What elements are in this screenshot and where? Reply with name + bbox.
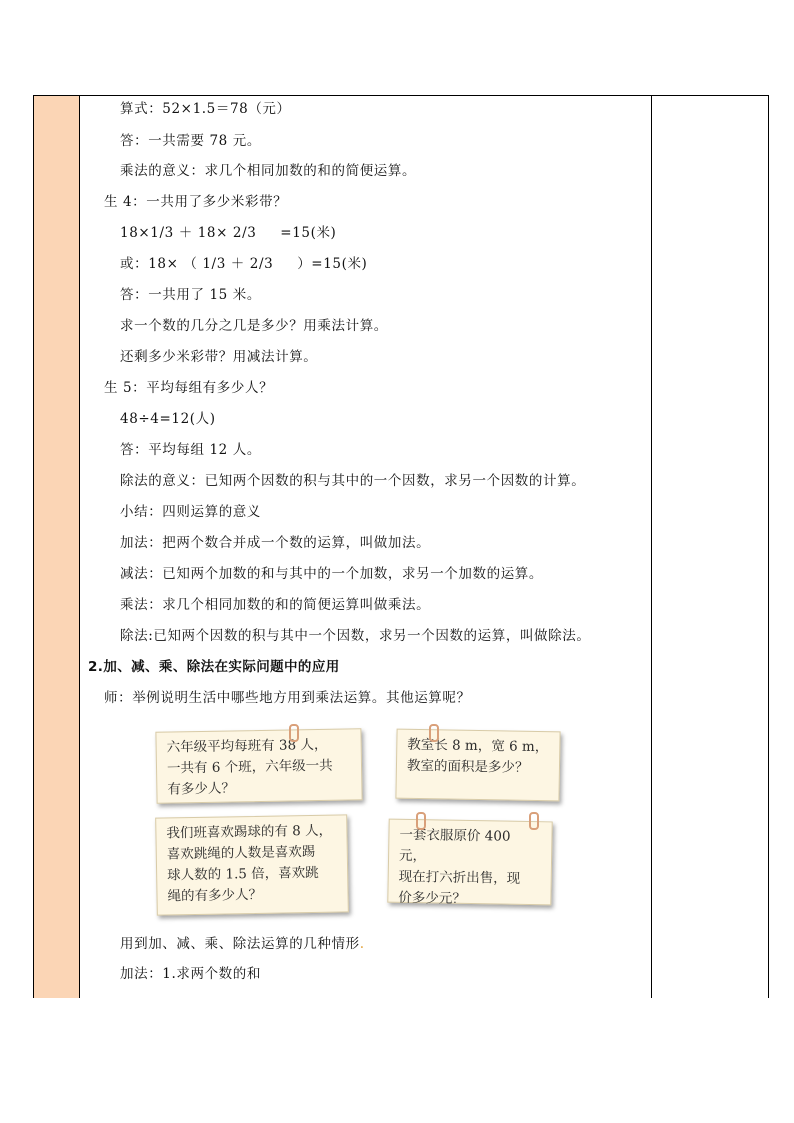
- text-line: 答：一共需要 78 元。: [120, 133, 261, 149]
- word-problem-illustration: [126, 724, 550, 920]
- text-line: 生 4：一共用了多少米彩带？: [104, 194, 288, 210]
- text-line: 乘法的意义：求几个相同加数的和的简便运算。: [120, 163, 417, 179]
- text-line: 48÷4=12(人): [120, 411, 216, 427]
- text-line: 除法的意义：已知两个因数的积与其中的一个因数，求另一个因数的计算。: [120, 473, 586, 489]
- table-border-right: [768, 96, 769, 998]
- text-line: 答：一共用了 15 米。: [120, 287, 261, 303]
- paperclip-icon: [416, 812, 426, 830]
- text-line: 加法：把两个数合并成一个数的运算，叫做加法。: [120, 535, 431, 551]
- table-divider-2: [651, 96, 652, 998]
- text-line: 答：平均每组 12 人。: [120, 442, 261, 458]
- paperclip-icon: [289, 724, 299, 742]
- text-line: 师：举例说明生活中哪些地方用到乘法运算。其他运算呢？: [104, 690, 471, 706]
- text-line: 小结：四则运算的意义: [120, 504, 261, 520]
- text-line: 或：18× （ 1/3 ＋ 2/3 ）=15(米): [120, 256, 368, 272]
- problem-card-3: 我们班喜欢踢球的有 8 人， 喜欢跳绳的人数是喜欢踢 球人数的 1.5 倍，喜欢跳 绳的有多少人？: [155, 814, 349, 915]
- paperclip-icon: [429, 724, 439, 742]
- problem-card-2: 教室长 8 m，宽 6 m， 教室的面积是多少？: [395, 729, 560, 802]
- text-line: 用到加、减、乘、除法运算的几种情形.: [120, 936, 365, 952]
- section-heading: 2.加、减、乘、除法在实际问题中的应用: [88, 659, 340, 675]
- text-line: 18×1/3 ＋ 18× 2/3 =15(米): [120, 225, 337, 241]
- text-line: 乘法：求几个相同加数的和的简便运算叫做乘法。: [120, 597, 431, 613]
- text-line: 求一个数的几分之几是多少？用乘法计算。: [120, 318, 388, 334]
- left-shaded-column: [33, 96, 80, 998]
- text-line: 加法：1.求两个数的和: [120, 966, 261, 982]
- text-line: 还剩多少米彩带？用减法计算。: [120, 349, 318, 365]
- table-border-left: [33, 96, 34, 998]
- problem-card-1: 六年级平均每班有 38 人， 一共有 6 个班，六年级一共 有多少人？: [155, 728, 362, 804]
- text-line: 减法：已知两个加数的和与其中的一个加数，求另一个加数的运算。: [120, 566, 543, 582]
- text-line: 除法:已知两个因数的积与其中一个因数，求另一个因数的运算，叫做除法。: [120, 628, 591, 644]
- paperclip-icon: [529, 812, 539, 830]
- problem-card-4: 一套衣服原价 400 元， 现在打六折出售，现 价多少元？: [387, 819, 552, 906]
- text-line: 生 5：平均每组有多少人？: [104, 380, 274, 396]
- text-line: 算式：52×1.5＝78（元）: [120, 101, 291, 117]
